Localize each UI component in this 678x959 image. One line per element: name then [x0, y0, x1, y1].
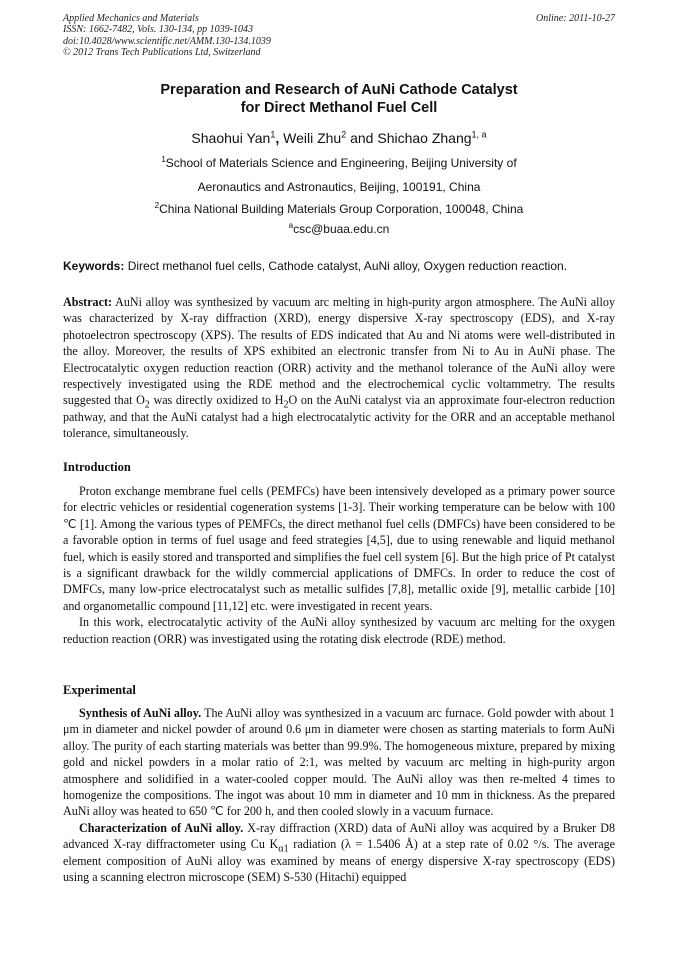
email-line [0, 222, 678, 236]
author-list [0, 130, 678, 146]
doi-line[interactable]: doi:10.4028/www.scientific.net/AMM.130-134.1039 [63, 35, 271, 47]
keywords-text: Direct methanol fuel cells, Cathode catalyst, AuNi alloy, Oxygen reduction reaction. [124, 259, 568, 273]
author-1: Shaohui Yan [191, 130, 271, 146]
author-separator: , [275, 130, 284, 146]
abstract-text-3: O on the AuNi catalyst via an approximate four-electron reduction pathway, and that the AuNi catalyst had a high electrocatalytic activity for the ORR and an acceptable methanol tolerance, simultaneously. [63, 393, 615, 441]
aff1-text: School of Materials Science and Engineering, Beijing University of [165, 156, 517, 170]
characterization-sub: α1 [278, 843, 289, 855]
abstract-sub-o2: 2 [144, 399, 150, 411]
aff1-marker: 1 [161, 155, 166, 164]
abstract-text-2: was directly oxidized to H [149, 393, 284, 408]
author-1-affil: 1 [270, 129, 276, 140]
affiliation-2 [0, 202, 678, 216]
keywords-label: Keywords: [63, 259, 125, 273]
intro-paragraph-2: In this work, electrocatalytic activity of the AuNi alloy synthesized by vacuum arc melting for the oxygen reduction reaction (ORR) was investigated using the rotating disk electrode (RDE) method. [63, 615, 615, 646]
journal-name: Applied Mechanics and Materials [63, 13, 199, 24]
abstract-text-1: AuNi alloy was synthesized by vacuum arc melting in high-purity argon atmosphere. The AuNi alloy was characterized by X-ray diffraction (XRD), energy dispersive X-ray spectroscopy (EDS), and X-ray photoelectron spectroscopy (XPS). The results of EDS indicated that Au and Ni atoms were well-distributed in the alloy. Moreover, the results of XPS exhibited an electronic transfer from Ni to Au in AuNi phase. The Electrocatalytic oxygen reduction reaction (ORR) activity and the methanol tolerance of the AuNi alloy were respectively investigated using the RDE method and the electrochemical cyclic voltammetry. The results suggested that O [63, 295, 615, 408]
experimental-body [63, 705, 615, 885]
characterization-subheading: Characterization of AuNi alloy. [79, 820, 244, 835]
introduction-body [63, 483, 615, 647]
characterization-text-1: X-ray diffraction (XRD) data of AuNi alloy was acquired by a Bruker D8 advanced X-ray diffractometer using Cu K [63, 820, 615, 852]
abstract [63, 294, 615, 442]
issn-line: ISSN: 1662-7482, Vols. 130-134, pp 1039-1043 [63, 24, 253, 36]
paper-title [60, 81, 618, 117]
characterization-paragraph [63, 820, 615, 886]
synthesis-paragraph [63, 705, 615, 820]
affiliation-1-line-1 [0, 156, 678, 170]
experimental-heading: Experimental [63, 683, 136, 697]
author-and: and [346, 130, 378, 146]
characterization-text-2: radiation (λ = 1.5406 Å) at a step rate of 0.02 °/s. The average element composition of AuNi alloy was examined by means of energy dispersive X-ray spectroscopy (EDS) using a scanning electron microscope (SEM) S-530 (Hitachi) equipped [63, 837, 615, 885]
author-2-affil: 2 [341, 129, 347, 140]
journal-header [63, 13, 271, 59]
affiliation-1-line-2: Aeronautics and Astronautics, Beijing, 100191, China [197, 180, 481, 194]
email-address[interactable]: csc@buaa.edu.cn [293, 222, 390, 236]
online-date: Online: 2011-10-27 [536, 13, 615, 24]
synthesis-subheading: Synthesis of AuNi alloy. [79, 706, 202, 720]
title-line-1: Preparation and Research of AuNi Cathode Catalyst [160, 82, 518, 98]
abstract-sub-h2o: 2 [283, 399, 289, 411]
keywords [63, 259, 615, 273]
abstract-label: Abstract: [63, 295, 113, 309]
author-3: Shichao Zhang [377, 130, 472, 146]
author-3-affil: 1, a [471, 129, 487, 140]
email-marker: a [288, 221, 294, 230]
copyright-line: © 2012 Trans Tech Publications Ltd, Switzerland [63, 47, 261, 59]
aff2-marker: 2 [154, 201, 160, 210]
intro-paragraph-1: Proton exchange membrane fuel cells (PEMFCs) have been intensively developed as a primary power source for electric vehicles or residential cogeneration systems [1-3]. Their working temperature can be below with 100 ℃ [1]. Among the various types of PEMFCs, the direct methanol fuel cells (DMFCs) have been considered to be a favorable option in terms of fuel usage and feed strategies [4,5], due to using renewable and liquid methanol fuel, which is easily stored and transported and simplifies the fuel cell system [6]. But the high price of Pt catalyst is a significant drawback for the wildly commercial applications of DMFCs. In order to reduce the cost of DMFCs, many low-price electrocatalyst such as metallic sulfides [7,8], metallic oxide [9], metallic carbide [10] and organometallic compound [11,12] etc. were investigated in recent years. [63, 484, 615, 613]
aff2-text: China National Building Materials Group Corporation, 100048, China [159, 202, 524, 216]
title-line-2: for Direct Methanol Fuel Cell [240, 100, 438, 116]
introduction-heading: Introduction [63, 460, 131, 474]
synthesis-text: The AuNi alloy was synthesized in a vacuum arc furnace. Gold powder with about 1 μm in diameter and nickel powder of around 0.6 μm in diameter were chosen as starting materials to form AuNi alloy. The purity of each starting materials was better than 99.9%. The homogeneous mixture, prepared by mixing gold and nickel powders in a molar ratio of 2:1, was melted by vacuum arc melting in high-purity argon atmosphere and solidified in a water-cooled copper mould. The AuNi alloy was then re-melted 4 times to homogenize the compositions. The ingot was about 10 mm in diameter and 10 mm in thickness. As the prepared AuNi alloy was heated to 650 ℃ for 200 h, and then cooled slowly in a vacuum furnace. [63, 706, 616, 819]
author-2: Weili Zhu [283, 130, 342, 146]
